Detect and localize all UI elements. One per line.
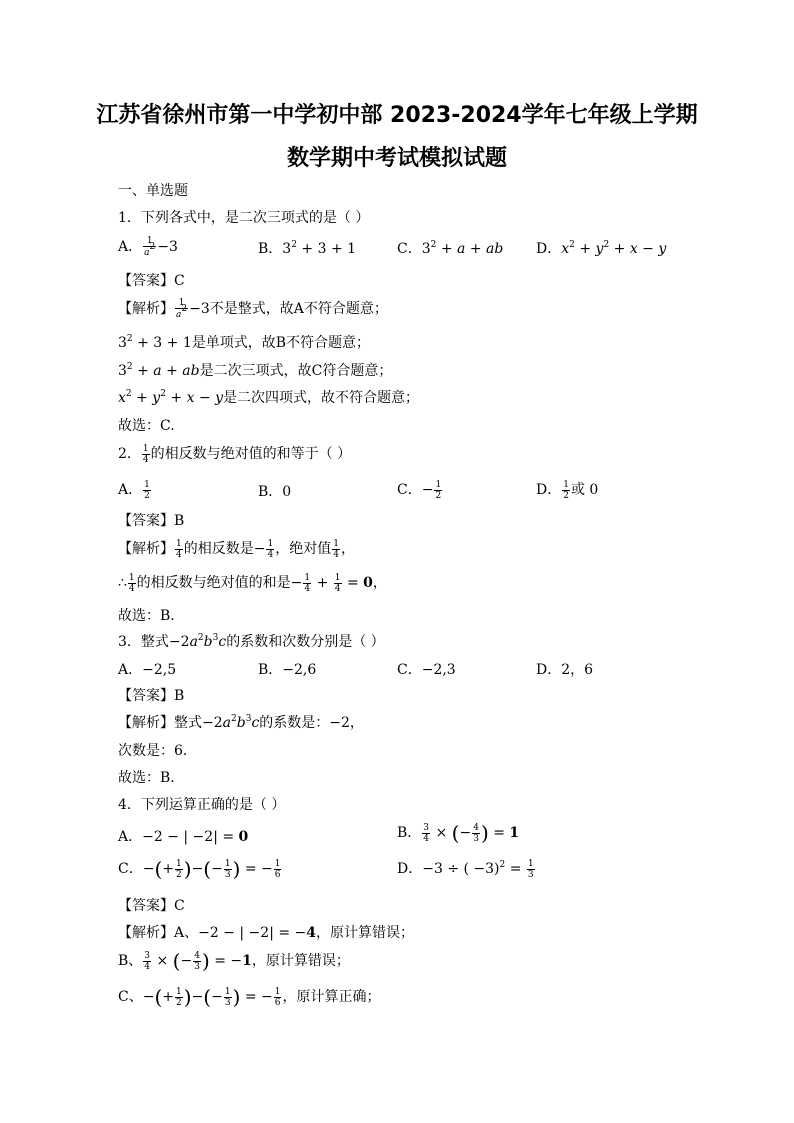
q3-option-c: C．−2,3 xyxy=(397,662,456,678)
q4-explanation-c: C、−(+ $\frac{1}{2}$ )−(− $\frac{1}{3}$ ) = − $\frac{1}{6}$ ，原计算正确； xyxy=(118,985,381,1009)
q4-option-a: A．−2 − | −2| = 0 xyxy=(118,829,249,845)
q2-answer: 【答案】B xyxy=(118,513,185,529)
q1-answer: 【答案】C xyxy=(118,273,185,289)
q3-option-b: B．−2,6 xyxy=(258,662,317,678)
q1-explanation-3: $3^2 + a$ + ab是二次三项式，故C符合题意； xyxy=(118,362,393,379)
q4-explanation-a: 【解析】A、−2 − | −2| = −4，原计算错误； xyxy=(118,925,415,941)
q4-option-c: C．−(+ $\frac{1}{2}$ )−(− $\frac{1}{3}$ ) = − $\frac{1}{6}$ xyxy=(118,857,281,881)
q3-option-a: A．−2,5 xyxy=(118,662,177,678)
q1-option-d: D．$x^2 + y^2 + x - y$ xyxy=(536,240,667,257)
q3-conclusion: 故选：B. xyxy=(118,770,175,786)
q4-option-d: D．−3 ÷ ( −3)$^2$ = $\frac{1}{3}$ xyxy=(397,858,534,880)
question-1-stem: 1．下列各式中，是二次三项式的是（ ） xyxy=(118,210,370,226)
q1-explanation-4: $x^2 + y^2 + x - y$是二次四项式，故不符合题意； xyxy=(118,389,420,406)
q4-answer: 【答案】C xyxy=(118,898,185,914)
question-3-stem: 3．整式$-2a^2b^3c$的系数和次数分别是（ ） xyxy=(118,633,385,650)
q2-conclusion: 故选：B. xyxy=(118,608,175,624)
q3-answer: 【答案】B xyxy=(118,688,185,704)
section-heading: 一、单选题 xyxy=(118,183,188,199)
q4-explanation-b: B、 $\frac{3}{4}$ × (− $\frac{4}{3}$ ) = −1，原计算错误； xyxy=(118,949,350,973)
q4-option-b: B． $\frac{3}{4}$ × (− $\frac{4}{3}$ ) = 1 xyxy=(397,821,520,845)
q2-option-d: D． $\frac{1}{2}$ 或 0 xyxy=(536,479,599,501)
question-4-stem: 4．下列运算正确的是（ ） xyxy=(118,797,286,813)
q1-explanation-2: $3^2 + 3 + 1$是单项式，故B不符合题意； xyxy=(118,334,371,351)
document-title-line1: 江苏省徐州市第一中学初中部 2023-2024学年七年级上学期 xyxy=(96,103,698,128)
q2-option-c: C．− $\frac{1}{2}$ xyxy=(397,479,442,501)
q2-option-b: B．0 xyxy=(258,484,292,500)
q1-option-a: A． $\frac{1}{a^2}$ −3 xyxy=(118,236,178,258)
q3-explanation-1: 【解析】整式$-2a^2b^3c$的系数是：−2， xyxy=(118,714,364,731)
q2-explanation-1: 【解析】 $\frac{1}{4}$ 的相反数是− $\frac{1}{4}$ ，绝对值 $\frac{1}{4}$ ， xyxy=(118,538,355,560)
q3-explanation-2: 次数是：6. xyxy=(118,743,188,759)
q3-option-d: D．2，6 xyxy=(536,662,594,678)
q1-explanation-1: 【解析】 $\frac{1}{a^2}$ −3不是整式，故A不符合题意； xyxy=(118,298,388,320)
q2-option-a: A． $\frac{1}{2}$ xyxy=(118,479,150,501)
q1-conclusion: 故选：C. xyxy=(118,418,175,434)
question-2-stem: 2． $\frac{1}{4}$ 的相反数与绝对值的和等于（ ） xyxy=(118,443,352,465)
q2-explanation-2: ∴ $\frac{1}{4}$ 的相反数与绝对值的和是− $\frac{1}{4}$ + $\frac{1}{4}$ = 0， xyxy=(118,572,387,594)
q1-option-c: C．$3^2 + a$ + ab xyxy=(397,240,504,257)
q1-option-b: B．$3^2 + 3 + 1$ xyxy=(258,240,357,257)
document-title-line2: 数学期中考试模拟试题 xyxy=(286,146,507,171)
